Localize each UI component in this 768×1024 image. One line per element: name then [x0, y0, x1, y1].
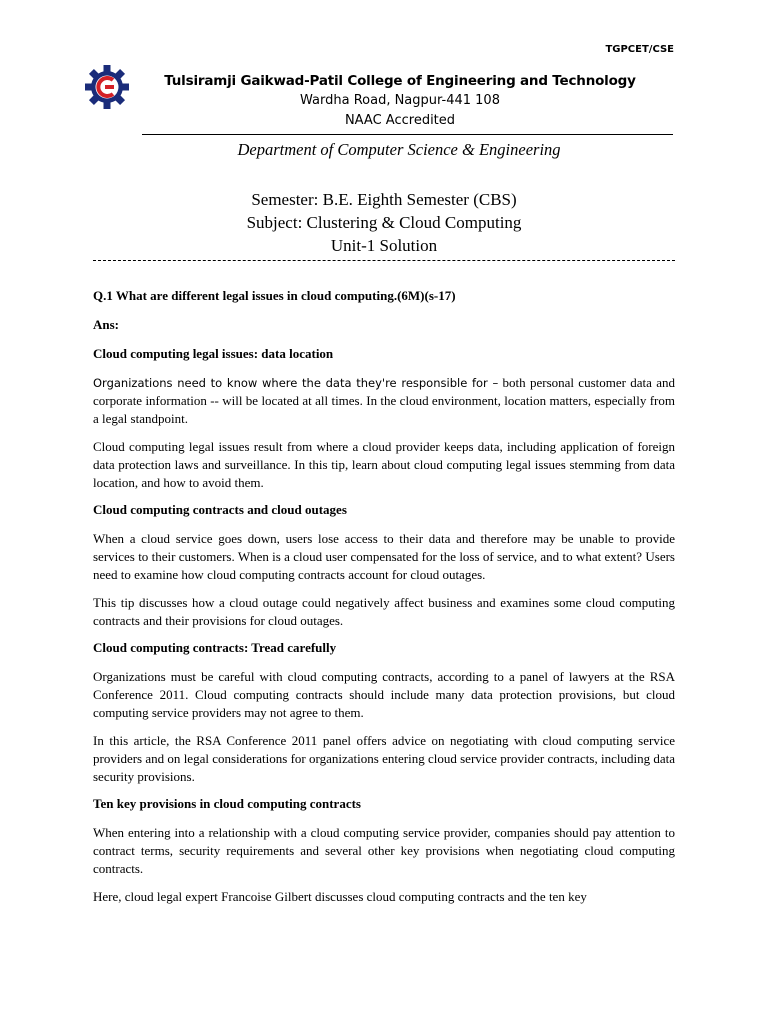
section-heading: Ten key provisions in cloud computing contracts — [93, 796, 361, 811]
paragraph: Organizations must be careful with cloud computing contracts, according to a panel of lawyers at the RSA Conference 2011. Cloud computing contracts should include many data protection provisions, but cloud computing service providers may not agree to them. — [93, 669, 675, 720]
gear-logo-icon — [84, 64, 130, 110]
paragraph-lead: Organizations need to know where the data they're responsible for – — [93, 376, 499, 390]
paragraph: When a cloud service goes down, users lose access to their data and therefore may be unable to provide services to their customers. When is a cloud user compensated for the loss of service, and to what extent? Users need to examine how cloud computing contracts account for cloud outages. — [93, 531, 675, 582]
answer-label: Ans: — [93, 317, 120, 332]
college-name: Tulsiramji Gaikwad-Patil College of Engineering and Technology — [164, 73, 636, 89]
subject-title: Subject: Clustering & Cloud Computing — [246, 213, 522, 232]
paragraph: In this article, the RSA Conference 2011 panel offers advice on negotiating with cloud computing service providers and on legal considerations for organizations entering cloud service provider contracts, including data security provisions. — [93, 733, 675, 784]
semester-title: Semester: B.E. Eighth Semester (CBS) — [251, 190, 517, 209]
paragraph: When entering into a relationship with a cloud computing service provider, companies should pay attention to contract terms, security requirements and several other key provisions when negotiating cloud computing contracts. — [93, 825, 675, 876]
header-divider — [142, 134, 673, 135]
section-heading: Cloud computing legal issues: data location — [93, 346, 334, 361]
section-heading: Cloud computing contracts: Tread carefully — [93, 640, 337, 655]
accreditation: NAAC Accredited — [344, 113, 456, 128]
document-code: TGPCET/CSE — [605, 44, 674, 55]
dashed-divider — [93, 260, 675, 261]
question-text: Q.1 What are different legal issues in cloud computing.(6M)(s-17) — [93, 288, 456, 303]
document-body — [93, 288, 675, 916]
unit-title: Unit-1 Solution — [330, 236, 438, 255]
paragraph-text: both personal customer data and corporate information -- will be located at all times. In the cloud environment, location matters, especially from a legal standpoint. — [93, 375, 675, 426]
paragraph: This tip discusses how a cloud outage could negatively affect business and examines some cloud computing contracts and their provisions for cloud outages. — [93, 595, 675, 628]
paragraph — [93, 374, 675, 428]
paragraph: Here, cloud legal expert Francoise Gilbert discusses cloud computing contracts and the ten key — [93, 889, 587, 904]
section-heading: Cloud computing contracts and cloud outages — [93, 502, 347, 517]
paragraph: Cloud computing legal issues result from where a cloud provider keeps data, including application of foreign data protection laws and surveillance. In this tip, learn about cloud computing legal issues stemming from data location, and how to avoid them. — [93, 439, 675, 490]
department-name: Department of Computer Science & Engineering — [237, 140, 561, 159]
college-address: Wardha Road, Nagpur-441 108 — [300, 93, 500, 108]
